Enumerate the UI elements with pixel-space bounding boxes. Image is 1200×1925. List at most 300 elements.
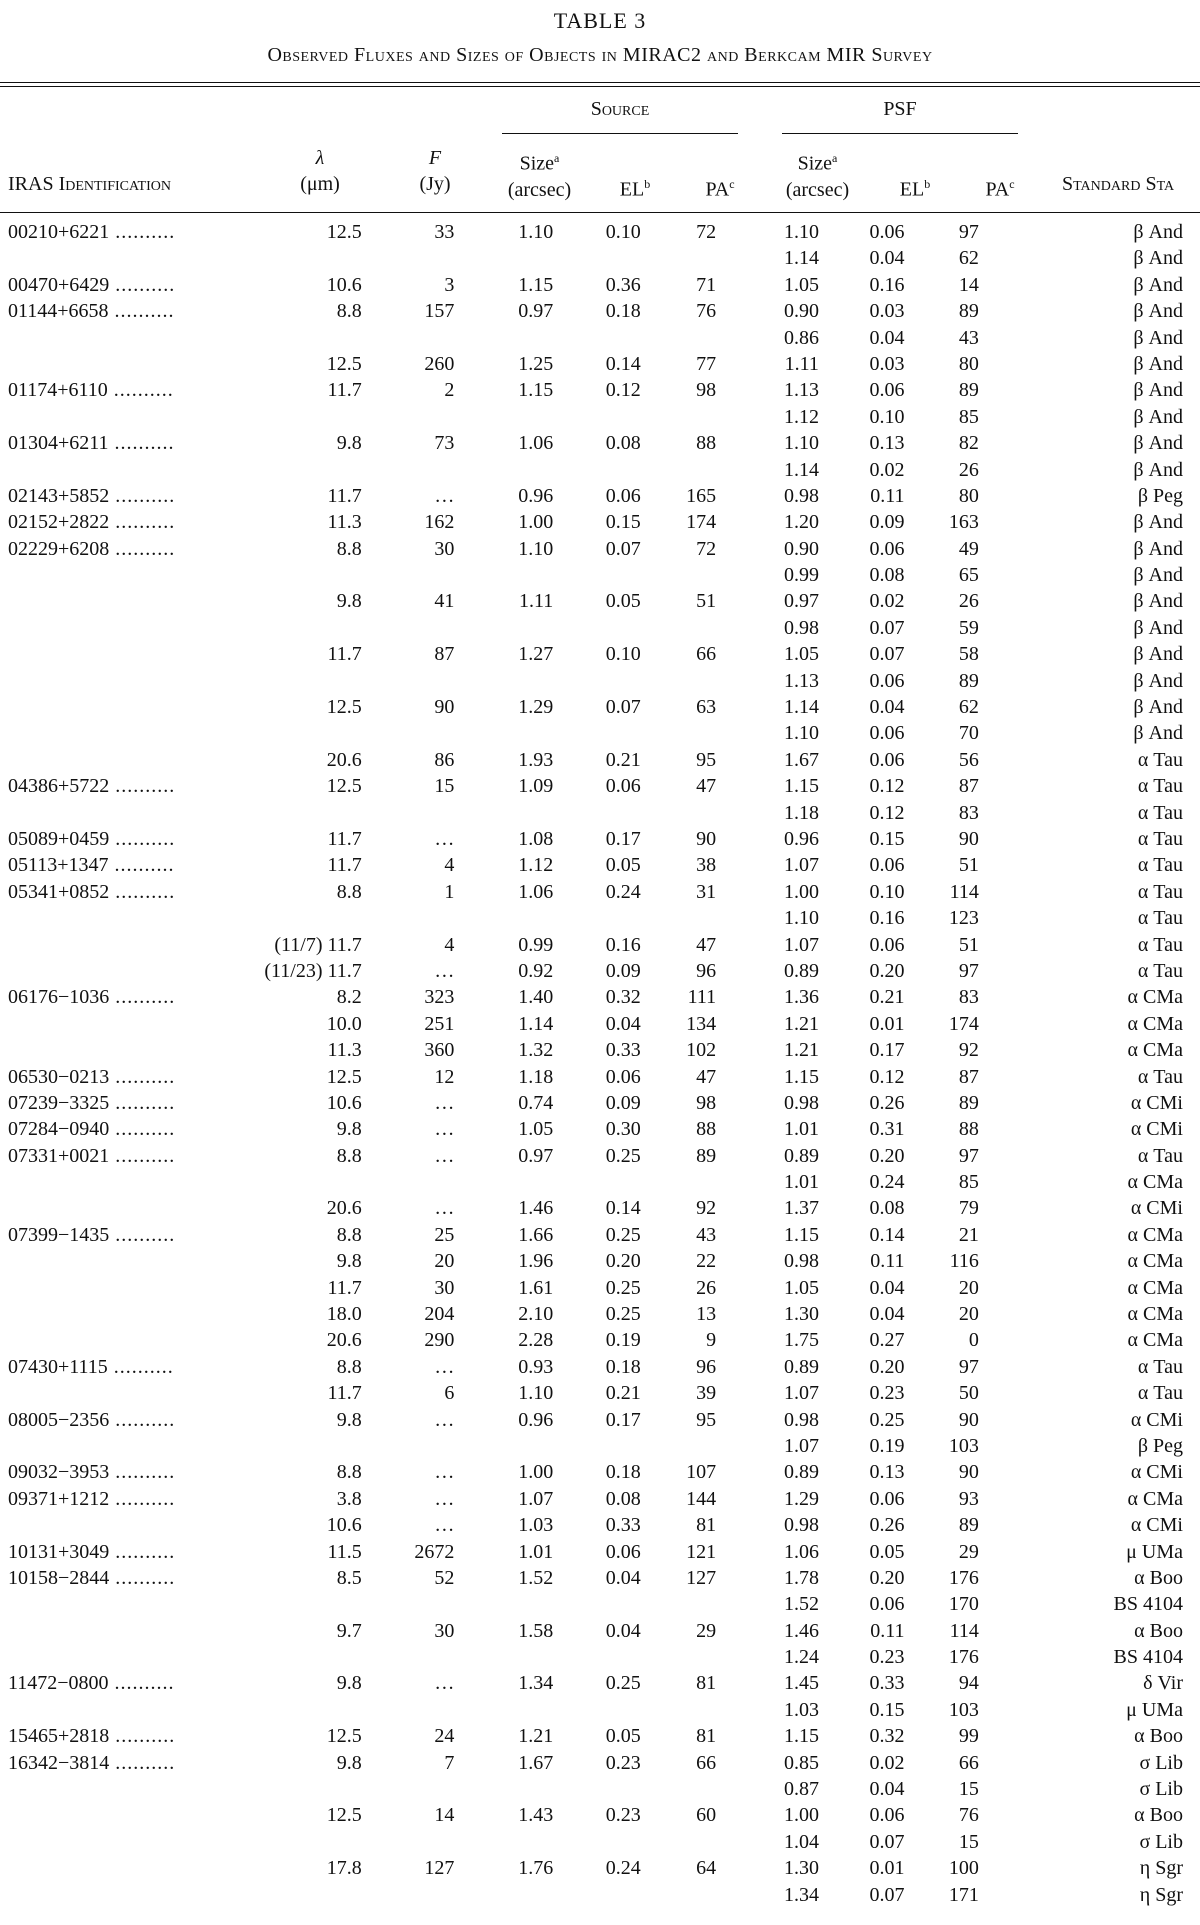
cell-psf-size: 0.90 — [783, 537, 819, 560]
cell-psf-size: 1.14 — [783, 247, 819, 270]
leader-dots: .......... — [109, 1223, 176, 1246]
cell-source-size — [468, 800, 567, 826]
cell-psf-pa: 51 — [958, 933, 979, 956]
cell-flux: 87 — [434, 643, 455, 666]
table-row — [0, 1618, 1200, 1644]
table-row — [0, 404, 1200, 430]
cell-source-size: 1.08 — [518, 827, 554, 850]
table-row — [0, 641, 1200, 667]
cell-standard-star: α CMa — [1127, 1487, 1183, 1510]
cell-source-pa: 89 — [696, 1144, 717, 1167]
cell-psf-size: 1.34 — [783, 1883, 819, 1906]
cell-wavelength: 3.8 — [336, 1487, 362, 1510]
table-row — [0, 1670, 1200, 1696]
cell-psf-pa: 76 — [958, 1804, 979, 1827]
cell-psf-pa: 114 — [949, 1619, 979, 1642]
cell-psf-size: 1.07 — [783, 933, 819, 956]
cell-wavelength: 20.6 — [326, 1197, 362, 1220]
cell-psf-pa: 92 — [958, 1039, 979, 1062]
cell-iras-id — [0, 668, 234, 694]
table-row — [0, 1829, 1200, 1855]
cell-wavelength: 8.5 — [336, 1566, 362, 1589]
cell-wavelength — [234, 1169, 377, 1195]
cell-source-el: 0.04 — [605, 1566, 641, 1589]
cell-standard-star: β And — [1133, 590, 1183, 613]
table-title: Observed Fluxes and Sizes of Objects in MIRAC2 and Berkcam MIR Survey — [267, 44, 933, 66]
cell-standard-star: α Tau — [1137, 1065, 1183, 1088]
header-lambda-unit: (μm) — [300, 173, 340, 195]
cell-wavelength — [234, 1882, 377, 1908]
cell-psf-size: 0.89 — [783, 959, 819, 982]
cell-source-pa — [653, 1433, 732, 1459]
cell-source-size: 0.97 — [518, 1144, 554, 1167]
cell-psf-size: 1.36 — [783, 986, 819, 1009]
cell-psf-pa: 85 — [958, 1171, 979, 1194]
cell-source-el: 0.33 — [605, 1039, 641, 1062]
cell-psf-pa: 114 — [949, 880, 979, 903]
cell-flux: 323 — [424, 986, 455, 1009]
cell-psf-pa: 14 — [958, 273, 979, 296]
cell-iras-id — [0, 1697, 234, 1723]
cell-psf-el: 0.05 — [869, 1540, 905, 1563]
header-psf-el — [885, 171, 945, 203]
leader-dots: .......... — [109, 273, 176, 296]
cell-iras-id — [0, 483, 234, 509]
table-row — [0, 720, 1200, 746]
leader-dots: .......... — [109, 1091, 176, 1114]
iras-id-text: 02152+2822 — [8, 511, 110, 534]
cell-source-pa: 47 — [696, 775, 717, 798]
cell-iras-id — [0, 588, 234, 614]
cell-source-pa: 98 — [696, 379, 717, 402]
iras-id-text: 07331+0021 — [8, 1144, 110, 1167]
cell-source-pa — [653, 457, 732, 483]
cell-psf-el: 0.04 — [869, 1303, 905, 1326]
cell-psf-size: 1.67 — [783, 748, 819, 771]
cell-source-size: 1.67 — [518, 1751, 554, 1774]
top-double-rule-lower — [0, 86, 1200, 87]
cell-psf-pa: 26 — [958, 590, 979, 613]
cell-source-pa: 60 — [696, 1804, 717, 1827]
table-row — [0, 1222, 1200, 1248]
cell-source-size — [468, 1169, 567, 1195]
cell-iras-id — [0, 1222, 234, 1248]
header-lambda-symbol: λ — [315, 147, 325, 169]
cell-iras-id — [0, 1301, 234, 1327]
header-psf-el-label: EL — [899, 178, 925, 201]
cell-flux: 30 — [434, 1619, 455, 1642]
header-iras — [8, 171, 171, 197]
cell-source-size: 1.25 — [518, 352, 554, 375]
cell-standard-star: β And — [1133, 247, 1183, 270]
cell-source-pa — [653, 720, 732, 746]
cell-wavelength: 11.5 — [327, 1540, 362, 1563]
cell-source-pa — [653, 1829, 732, 1855]
cell-source-size: 1.21 — [518, 1725, 554, 1748]
cell-psf-el: 0.06 — [869, 669, 905, 692]
cell-flux — [377, 245, 469, 271]
cell-flux — [377, 325, 469, 351]
cell-psf-pa: 51 — [958, 854, 979, 877]
cell-source-el: 0.09 — [605, 1091, 641, 1114]
cell-source-pa: 72 — [696, 221, 717, 243]
cell-wavelength — [234, 1591, 377, 1617]
cell-psf-el: 0.04 — [869, 326, 905, 349]
cell-source-el — [567, 668, 653, 694]
cell-psf-size: 1.15 — [783, 1725, 819, 1748]
cell-source-el: 0.07 — [605, 696, 641, 719]
cell-standard-star: β And — [1133, 273, 1183, 296]
cell-flux: … — [434, 1672, 455, 1695]
cell-source-el: 0.04 — [605, 1012, 641, 1035]
table-row — [0, 1486, 1200, 1512]
cell-psf-el: 0.13 — [869, 432, 905, 455]
cell-psf-size: 1.01 — [783, 1171, 819, 1194]
cell-flux: 41 — [434, 590, 455, 613]
table-row — [0, 245, 1200, 271]
cell-source-size: 1.52 — [518, 1566, 554, 1589]
cell-source-el — [567, 1697, 653, 1723]
cell-standard-star: β And — [1133, 669, 1183, 692]
cell-standard-star: α Tau — [1137, 748, 1183, 771]
cell-source-pa: 51 — [696, 590, 717, 613]
cell-psf-size: 1.78 — [783, 1566, 819, 1589]
cell-source-size — [468, 1433, 567, 1459]
cell-flux: 3 — [444, 273, 455, 296]
cell-source-el: 0.06 — [605, 1540, 641, 1563]
cell-wavelength: 12.5 — [326, 1804, 362, 1827]
cell-psf-size: 1.75 — [783, 1329, 819, 1352]
cell-psf-size: 1.15 — [783, 1065, 819, 1088]
cell-wavelength: 17.8 — [326, 1857, 362, 1880]
table-row — [0, 826, 1200, 852]
cell-psf-pa: 170 — [948, 1593, 979, 1616]
cell-iras-id — [0, 1195, 234, 1221]
cell-iras-id — [0, 1433, 234, 1459]
cell-source-size: 1.06 — [518, 432, 554, 455]
cell-source-el — [567, 1169, 653, 1195]
cell-source-el: 0.04 — [605, 1619, 641, 1642]
cell-psf-el: 0.31 — [869, 1118, 905, 1141]
cell-psf-el: 0.01 — [869, 1857, 905, 1880]
cell-standard-star: α Boo — [1134, 1804, 1183, 1827]
cell-iras-id — [0, 800, 234, 826]
header-psf-size — [770, 145, 865, 203]
cell-standard-star: BS 4104 — [1113, 1646, 1183, 1669]
cell-iras-id — [0, 1354, 234, 1380]
cell-psf-size: 1.05 — [783, 1276, 819, 1299]
cell-iras-id — [0, 1644, 234, 1670]
header-source-el-label: EL — [619, 178, 645, 201]
table-row — [0, 1248, 1200, 1274]
cell-source-size — [468, 1591, 567, 1617]
cell-standard-star: α CMa — [1127, 1303, 1183, 1326]
cell-standard-star: α CMa — [1127, 986, 1183, 1009]
cell-psf-size: 0.89 — [783, 1461, 819, 1484]
cell-flux: 6 — [444, 1382, 455, 1405]
cell-standard-star: μ UMa — [1126, 1540, 1183, 1563]
cell-wavelength: (11/23) 11.7 — [264, 959, 362, 982]
table-row — [0, 747, 1200, 773]
cell-source-size: 1.29 — [518, 696, 554, 719]
table-row — [0, 1116, 1200, 1142]
cell-iras-id — [0, 325, 234, 351]
cell-psf-el: 0.02 — [869, 590, 905, 613]
cell-psf-pa: 87 — [958, 775, 979, 798]
cell-psf-el: 0.27 — [869, 1329, 905, 1352]
cell-flux: 25 — [434, 1223, 455, 1246]
cell-standard-star: β And — [1133, 432, 1183, 455]
cell-psf-size: 1.13 — [783, 379, 819, 402]
table-row — [0, 984, 1200, 1010]
cell-iras-id — [0, 932, 234, 958]
note-pa-psf: c — [1009, 177, 1015, 191]
cell-source-el — [567, 1776, 653, 1802]
leader-dots: .......... — [109, 537, 176, 560]
cell-flux: … — [434, 484, 455, 507]
cell-source-size: 2.10 — [518, 1303, 554, 1326]
cell-source-size: 1.14 — [518, 1012, 554, 1035]
cell-flux: 73 — [434, 432, 455, 455]
cell-standard-star: β Peg — [1137, 1434, 1183, 1457]
cell-source-pa: 92 — [696, 1197, 717, 1220]
cell-iras-id — [0, 1143, 234, 1169]
cell-standard-star: δ Vir — [1143, 1672, 1183, 1695]
cell-psf-pa: 174 — [948, 1012, 979, 1035]
cell-standard-star: α CMa — [1127, 1329, 1183, 1352]
cell-iras-id — [0, 720, 234, 746]
header-flux — [400, 145, 470, 197]
cell-iras-id — [0, 1090, 234, 1116]
cell-psf-pa: 21 — [958, 1223, 979, 1246]
cell-psf-size: 0.98 — [783, 616, 819, 639]
cell-psf-el: 0.15 — [869, 827, 905, 850]
cell-psf-size: 1.10 — [783, 722, 819, 745]
iras-id-text: 04386+5722 — [8, 775, 110, 798]
cell-source-pa: 81 — [696, 1514, 717, 1537]
cell-source-pa: 98 — [696, 1091, 717, 1114]
table-row — [0, 879, 1200, 905]
cell-flux: 251 — [424, 1012, 455, 1035]
cell-psf-el: 0.19 — [869, 1434, 905, 1457]
cell-psf-size: 1.14 — [783, 696, 819, 719]
cell-psf-size: 0.89 — [783, 1144, 819, 1167]
cell-psf-size: 0.98 — [783, 484, 819, 507]
cell-source-el: 0.25 — [605, 1144, 641, 1167]
cell-source-el: 0.21 — [605, 1382, 641, 1405]
table-row — [0, 1459, 1200, 1485]
cell-source-pa — [653, 325, 732, 351]
cell-psf-el: 0.08 — [869, 1197, 905, 1220]
cell-source-pa — [653, 1882, 732, 1908]
cell-source-pa: 76 — [696, 300, 717, 323]
cell-wavelength: 8.8 — [336, 537, 362, 560]
table-row — [0, 1723, 1200, 1749]
cell-source-pa: 26 — [696, 1276, 717, 1299]
cell-flux: 30 — [434, 1276, 455, 1299]
cell-wavelength: 8.8 — [336, 1144, 362, 1167]
cell-source-size: 0.96 — [518, 484, 554, 507]
cell-standard-star: α Tau — [1137, 854, 1183, 877]
cell-source-size — [468, 457, 567, 483]
cell-standard-star: α CMi — [1130, 1197, 1183, 1220]
cell-source-el: 0.25 — [605, 1672, 641, 1695]
cell-flux: … — [434, 1118, 455, 1141]
cell-wavelength: 9.8 — [336, 1672, 362, 1695]
cell-source-pa: 47 — [696, 1065, 717, 1088]
cell-source-size: 1.34 — [518, 1672, 554, 1695]
cell-psf-el: 0.11 — [870, 1250, 905, 1273]
cell-source-el: 0.18 — [605, 1355, 641, 1378]
header-source-el — [605, 171, 665, 203]
iras-id-text: 05089+0459 — [8, 827, 110, 850]
cell-wavelength: 10.6 — [326, 1514, 362, 1537]
cell-source-el: 0.12 — [605, 379, 641, 402]
cell-psf-size: 1.07 — [783, 1382, 819, 1405]
cell-flux — [377, 457, 469, 483]
cell-psf-size: 1.52 — [783, 1593, 819, 1616]
table-row — [0, 1750, 1200, 1776]
cell-psf-pa: 163 — [948, 511, 979, 534]
cell-psf-el: 0.25 — [869, 1408, 905, 1431]
cell-flux: 2672 — [414, 1540, 455, 1563]
cell-wavelength: 18.0 — [326, 1303, 362, 1326]
cell-wavelength: 9.8 — [336, 1408, 362, 1431]
cell-iras-id — [0, 826, 234, 852]
header-flux-symbol: F — [428, 147, 442, 169]
cell-standard-star: β And — [1133, 300, 1183, 323]
cell-iras-id — [0, 1539, 234, 1565]
cell-wavelength: 9.7 — [336, 1619, 362, 1642]
cell-psf-size: 1.10 — [783, 221, 819, 243]
psf-group-label: PSF — [883, 98, 917, 120]
cell-source-el: 0.25 — [605, 1223, 641, 1246]
cell-flux — [377, 1829, 469, 1855]
cell-source-pa: 63 — [696, 696, 717, 719]
cell-wavelength — [234, 1697, 377, 1723]
cell-wavelength: 9.8 — [336, 590, 362, 613]
cell-source-size: 1.10 — [518, 537, 554, 560]
cell-psf-size: 1.20 — [783, 511, 819, 534]
cell-psf-pa: 89 — [958, 1091, 979, 1114]
cell-iras-id — [0, 457, 234, 483]
leader-dots: .......... — [109, 1461, 176, 1484]
cell-psf-size: 0.87 — [783, 1778, 819, 1801]
cell-psf-size: 0.98 — [783, 1091, 819, 1114]
cell-source-el: 0.10 — [605, 221, 641, 243]
table-row — [0, 562, 1200, 588]
cell-iras-id — [0, 272, 234, 298]
cell-iras-id — [0, 1459, 234, 1485]
cell-psf-el: 0.04 — [869, 247, 905, 270]
cell-source-pa: 43 — [696, 1223, 717, 1246]
cell-iras-id — [0, 615, 234, 641]
cell-source-el: 0.10 — [605, 643, 641, 666]
cell-psf-el: 0.04 — [869, 696, 905, 719]
cell-source-el — [567, 720, 653, 746]
iras-id-text: 08005−2356 — [8, 1408, 110, 1431]
cell-source-pa: 29 — [696, 1619, 717, 1642]
cell-source-el: 0.14 — [605, 352, 641, 375]
cell-psf-el: 0.07 — [869, 616, 905, 639]
cell-flux: … — [434, 1144, 455, 1167]
cell-wavelength — [234, 1829, 377, 1855]
cell-source-size — [468, 1882, 567, 1908]
cell-iras-id — [0, 984, 234, 1010]
cell-psf-pa: 83 — [958, 801, 979, 824]
cell-psf-pa: 15 — [958, 1830, 979, 1853]
cell-flux: 4 — [444, 854, 455, 877]
iras-id-text: 16342−3814 — [8, 1751, 110, 1774]
cell-iras-id — [0, 1723, 234, 1749]
cell-wavelength: 11.7 — [327, 379, 362, 402]
cell-psf-size: 1.30 — [783, 1857, 819, 1880]
header-psf-pa-label: PA — [985, 178, 1010, 201]
cell-iras-id — [0, 1670, 234, 1696]
cell-flux: … — [434, 1091, 455, 1114]
cell-iras-id — [0, 1116, 234, 1142]
cell-source-pa — [653, 1776, 732, 1802]
cell-iras-id — [0, 1486, 234, 1512]
cell-source-pa: 111 — [687, 986, 717, 1009]
cell-flux: … — [434, 1197, 455, 1220]
cell-standard-star: α CMa — [1127, 1012, 1183, 1035]
cell-source-el: 0.06 — [605, 484, 641, 507]
cell-psf-pa: 66 — [958, 1751, 979, 1774]
cell-source-el — [567, 245, 653, 271]
cell-psf-el: 0.06 — [869, 221, 905, 243]
cell-psf-pa: 59 — [958, 616, 979, 639]
cell-psf-pa: 58 — [958, 643, 979, 666]
cell-source-pa: 66 — [696, 1751, 717, 1774]
iras-id-text: 00470+6429 — [8, 273, 110, 296]
cell-source-el — [567, 1591, 653, 1617]
cell-psf-pa: 97 — [958, 1144, 979, 1167]
cell-standard-star: α CMi — [1130, 1118, 1183, 1141]
cell-standard-star: α Boo — [1134, 1566, 1183, 1589]
iras-id-text: 05341+0852 — [8, 880, 110, 903]
cell-psf-size: 1.04 — [783, 1830, 819, 1853]
cell-source-el: 0.08 — [605, 432, 641, 455]
cell-iras-id — [0, 1011, 234, 1037]
table-row — [0, 852, 1200, 878]
cell-source-pa: 13 — [696, 1303, 717, 1326]
cell-psf-pa: 50 — [958, 1382, 979, 1405]
cell-psf-el: 0.06 — [869, 1593, 905, 1616]
cell-standard-star: μ UMa — [1126, 1698, 1183, 1721]
cell-source-size: 1.40 — [518, 986, 554, 1009]
cell-source-el: 0.33 — [605, 1514, 641, 1537]
cell-psf-el: 0.12 — [869, 775, 905, 798]
cell-flux — [377, 1697, 469, 1723]
cell-psf-pa: 90 — [958, 1461, 979, 1484]
cell-source-size: 1.93 — [518, 748, 554, 771]
header-source-size — [492, 145, 587, 203]
cell-source-size — [468, 615, 567, 641]
cell-psf-el: 0.07 — [869, 643, 905, 666]
cell-flux — [377, 1776, 469, 1802]
table-row — [0, 1090, 1200, 1116]
cell-source-pa: 88 — [696, 432, 717, 455]
cell-psf-pa: 20 — [958, 1276, 979, 1299]
cell-flux — [377, 1882, 469, 1908]
cell-iras-id — [0, 1064, 234, 1090]
cell-source-pa: 47 — [696, 933, 717, 956]
cell-psf-pa: 15 — [958, 1778, 979, 1801]
cell-wavelength: 9.8 — [336, 432, 362, 455]
cell-source-size — [468, 1829, 567, 1855]
cell-flux: 1 — [444, 880, 455, 903]
